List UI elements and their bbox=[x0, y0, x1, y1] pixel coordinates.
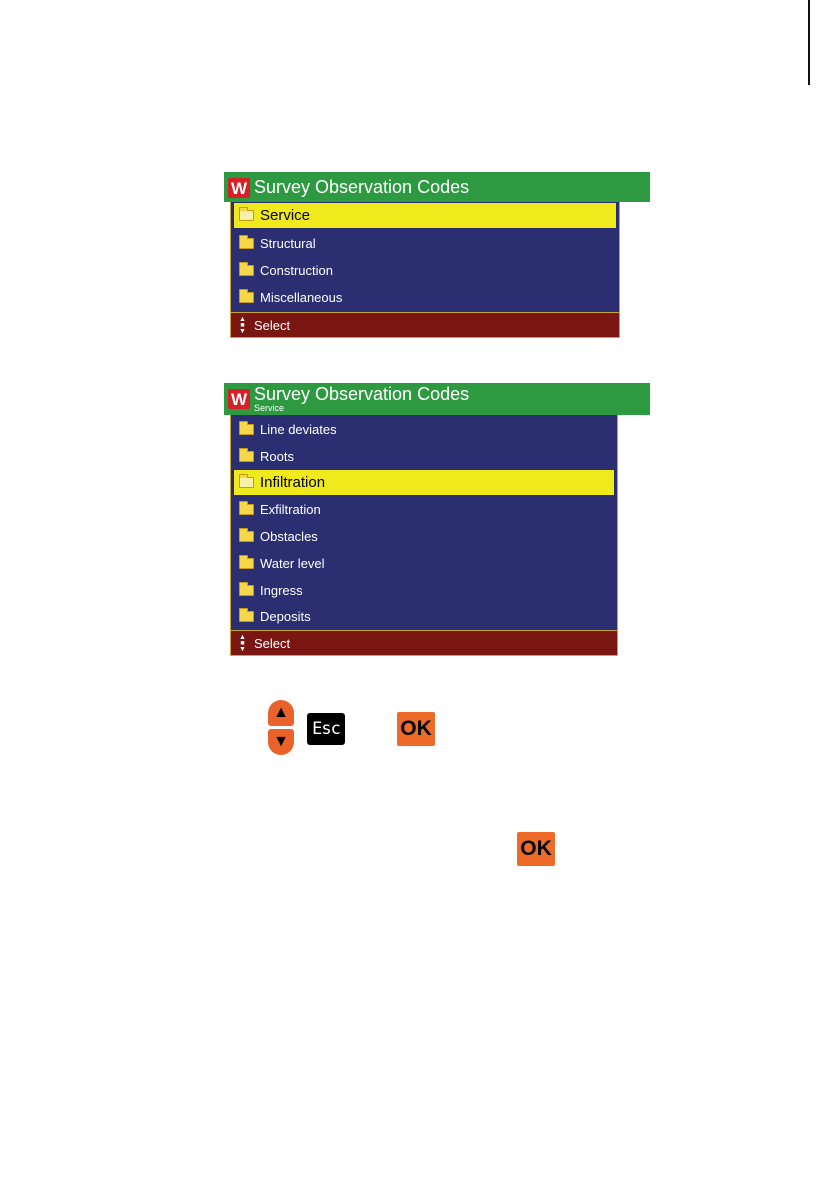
folder-icon bbox=[239, 611, 254, 622]
app-logo-icon: W bbox=[228, 178, 250, 198]
list-item-label: Water level bbox=[260, 556, 325, 571]
folder-icon bbox=[239, 210, 254, 221]
down-arrow-icon: ▼ bbox=[268, 729, 294, 755]
list-item-exfiltration[interactable] bbox=[234, 497, 614, 522]
folder-icon bbox=[239, 292, 254, 303]
list-item-deposits[interactable] bbox=[234, 604, 614, 629]
folder-icon bbox=[239, 477, 254, 488]
folder-icon bbox=[239, 531, 254, 542]
folder-icon bbox=[239, 558, 254, 569]
breadcrumb: Service bbox=[254, 403, 285, 413]
menu-list bbox=[230, 202, 620, 312]
list-item-construction[interactable] bbox=[234, 258, 616, 283]
list-item-label: Line deviates bbox=[260, 422, 337, 437]
list-item-label: Structural bbox=[260, 236, 316, 251]
folder-icon bbox=[239, 265, 254, 276]
select-label: Select bbox=[254, 635, 291, 651]
list-item-obstacles[interactable] bbox=[234, 524, 614, 549]
list-item-infiltration[interactable] bbox=[234, 470, 614, 495]
menu-list bbox=[230, 415, 618, 630]
footer-bar bbox=[230, 630, 618, 656]
ok-key-icon: OK bbox=[397, 712, 435, 746]
list-item-label: Obstacles bbox=[260, 529, 318, 544]
list-item-roots[interactable] bbox=[234, 444, 614, 469]
folder-icon bbox=[239, 451, 254, 462]
folder-icon bbox=[239, 424, 254, 435]
list-item-label: Construction bbox=[260, 263, 333, 278]
updown-key-icon bbox=[268, 700, 294, 756]
title-bar bbox=[224, 172, 650, 202]
list-item-line-deviates[interactable] bbox=[234, 417, 614, 442]
list-item-label: Infiltration bbox=[260, 474, 326, 491]
list-item-water-level[interactable] bbox=[234, 551, 614, 576]
up-arrow-icon: ▲ bbox=[268, 700, 294, 726]
updown-small-icon: ▲ ■ ▼ bbox=[239, 316, 246, 335]
updown-small-icon: ▲ ■ ▼ bbox=[239, 634, 246, 653]
list-item-structural[interactable] bbox=[234, 231, 616, 256]
footer-bar bbox=[230, 312, 620, 338]
folder-icon bbox=[239, 585, 254, 596]
list-item-miscellaneous[interactable] bbox=[234, 285, 616, 310]
esc-key-icon: Esc bbox=[307, 713, 345, 745]
list-item-label: Exfiltration bbox=[260, 502, 321, 517]
select-label: Select bbox=[254, 317, 291, 333]
list-item-label: Miscellaneous bbox=[260, 290, 343, 305]
title-text: Survey Observation Codes bbox=[254, 384, 470, 404]
page-edge-line bbox=[808, 0, 810, 85]
title-bar bbox=[224, 383, 650, 415]
list-item-label: Roots bbox=[260, 449, 294, 464]
list-item-label: Deposits bbox=[260, 609, 311, 624]
folder-icon bbox=[239, 238, 254, 249]
app-logo-icon: W bbox=[228, 389, 250, 409]
list-item-label: Service bbox=[260, 207, 311, 224]
list-item-service[interactable] bbox=[234, 203, 616, 228]
ok-key-icon: OK bbox=[517, 832, 555, 866]
title-text: Survey Observation Codes bbox=[254, 177, 470, 197]
folder-icon bbox=[239, 504, 254, 515]
list-item-label: Ingress bbox=[260, 583, 303, 598]
list-item-ingress[interactable] bbox=[234, 578, 614, 603]
